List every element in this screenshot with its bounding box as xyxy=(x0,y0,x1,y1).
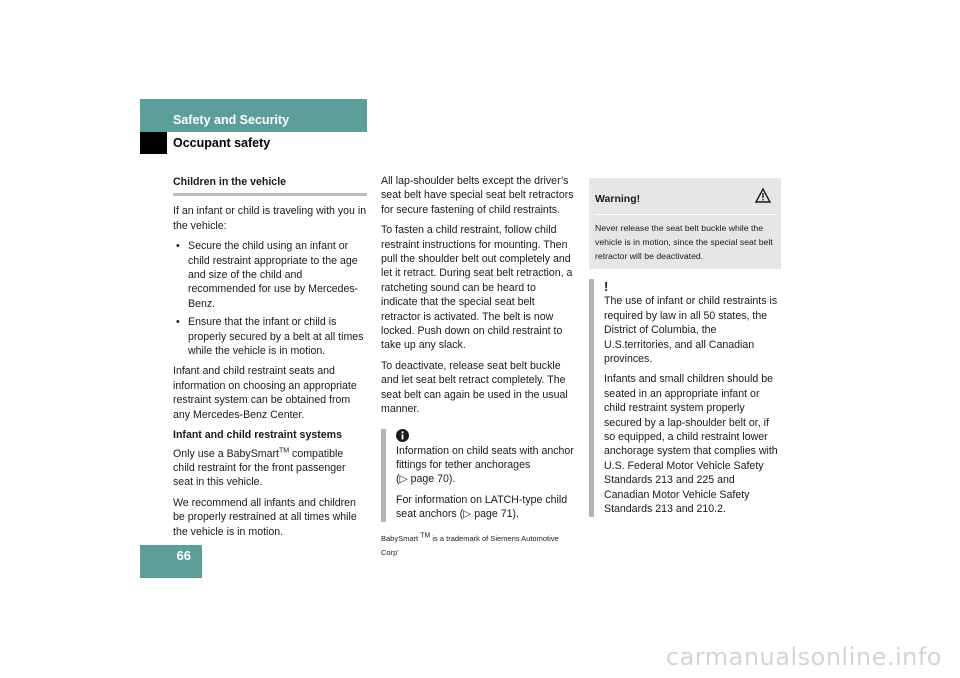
info-text: Information on child seats with anchor fittings for tether anchorages xyxy=(396,444,574,471)
column-left xyxy=(173,175,367,545)
note-bar xyxy=(381,429,386,522)
note-text: The use of infant or child restraints is required by law in all 50 states, the District of Columbia, the U.S.territories, and all Canadian provinces. xyxy=(604,295,778,366)
warning-box xyxy=(589,178,781,269)
paragraph: To fasten a child restraint, follow child restraint instructions for mounting. Then pull the shoulder belt out completely and let it retract. During seat belt retraction, a ratcheting sound can be heard to indicate that the special seat belt retractor is activated. The belt is now locked. Push down on child restraint to take up any slack. xyxy=(381,224,573,352)
warning-divider xyxy=(595,214,775,215)
intro-paragraph: If an infant or child is traveling with you in the vehicle: xyxy=(173,205,367,232)
bullet-item: • Secure the child using an infant or child restraint appropriate to the age and size of the child and recommended for use by Mercedes-Benz. xyxy=(176,240,359,310)
info-text: For information on LATCH-type child seat anchors (▷ page 71). xyxy=(396,493,568,521)
note-bar xyxy=(589,279,594,516)
warning-text: Never release the seat belt buckle while the vehicle is in motion, since the special seat belt retractor will be deactivated. xyxy=(595,223,773,262)
warning-title: Warning! xyxy=(595,193,641,205)
caution-note xyxy=(589,279,781,516)
page-number: 66 xyxy=(176,548,191,563)
paragraph: To deactivate, release seat belt buckle and let seat belt retract completely. The seat belt can again be used in the usual manner. xyxy=(381,359,568,416)
footnote: BabySmart ™ is a trademark of Siemens Automotive Corp' xyxy=(381,532,559,557)
trademark-sup: TM xyxy=(278,446,290,454)
info-icon xyxy=(396,429,409,442)
header-marker xyxy=(140,132,167,154)
paragraph: We recommend all infants and children be properly restrained at all times while the vehicle is in motion. xyxy=(173,496,357,538)
note-text: Infants and small children should be seated in an appropriate infant or child restraint system properly secured by a lap-shoulder belt or, if so equipped, a child restraint lower anchorage system that complies with U.S. Federal Motor Vehicle Safety Standards 213 and 225 and Canadian Motor Vehicle Safety Standards 213 and 210.2. xyxy=(604,373,778,516)
bullet-item: • Ensure that the infant or child is properly secured by a belt at all times while the vehicle is in motion. xyxy=(176,316,364,358)
paragraph: Infant and child restraint seats and information on choosing an appropriate restraint system can be obtained from any Mercedes-Benz Center. xyxy=(173,365,357,421)
bullet-icon: • xyxy=(176,240,180,253)
watermark: carmanualsonline.info xyxy=(665,643,942,671)
exclamation-icon: ! xyxy=(604,279,609,295)
subsection-title: Occupant safety xyxy=(173,136,271,150)
bullet-list xyxy=(173,239,367,358)
subheading: Infant and child restraint systems xyxy=(173,429,342,442)
info-page-ref[interactable]: (▷ page 70). xyxy=(396,473,456,486)
paragraph-babysmart: Only use a BabySmart™ compatible child restraint for the front passenger seat in this vehicle. xyxy=(173,446,346,489)
section-heading: Children in the vehicle xyxy=(173,176,287,188)
bullet-icon: • xyxy=(176,316,180,329)
paragraph: All lap-shoulder belts except the driver’s seat belt have special seat belt retractors for secure fastening of child restraints. xyxy=(381,175,574,216)
column-right xyxy=(589,178,781,523)
warning-triangle-icon xyxy=(755,188,771,203)
heading-rule xyxy=(173,193,367,196)
column-middle xyxy=(381,174,575,560)
section-title: Safety and Security xyxy=(173,113,290,127)
info-note xyxy=(381,429,575,522)
